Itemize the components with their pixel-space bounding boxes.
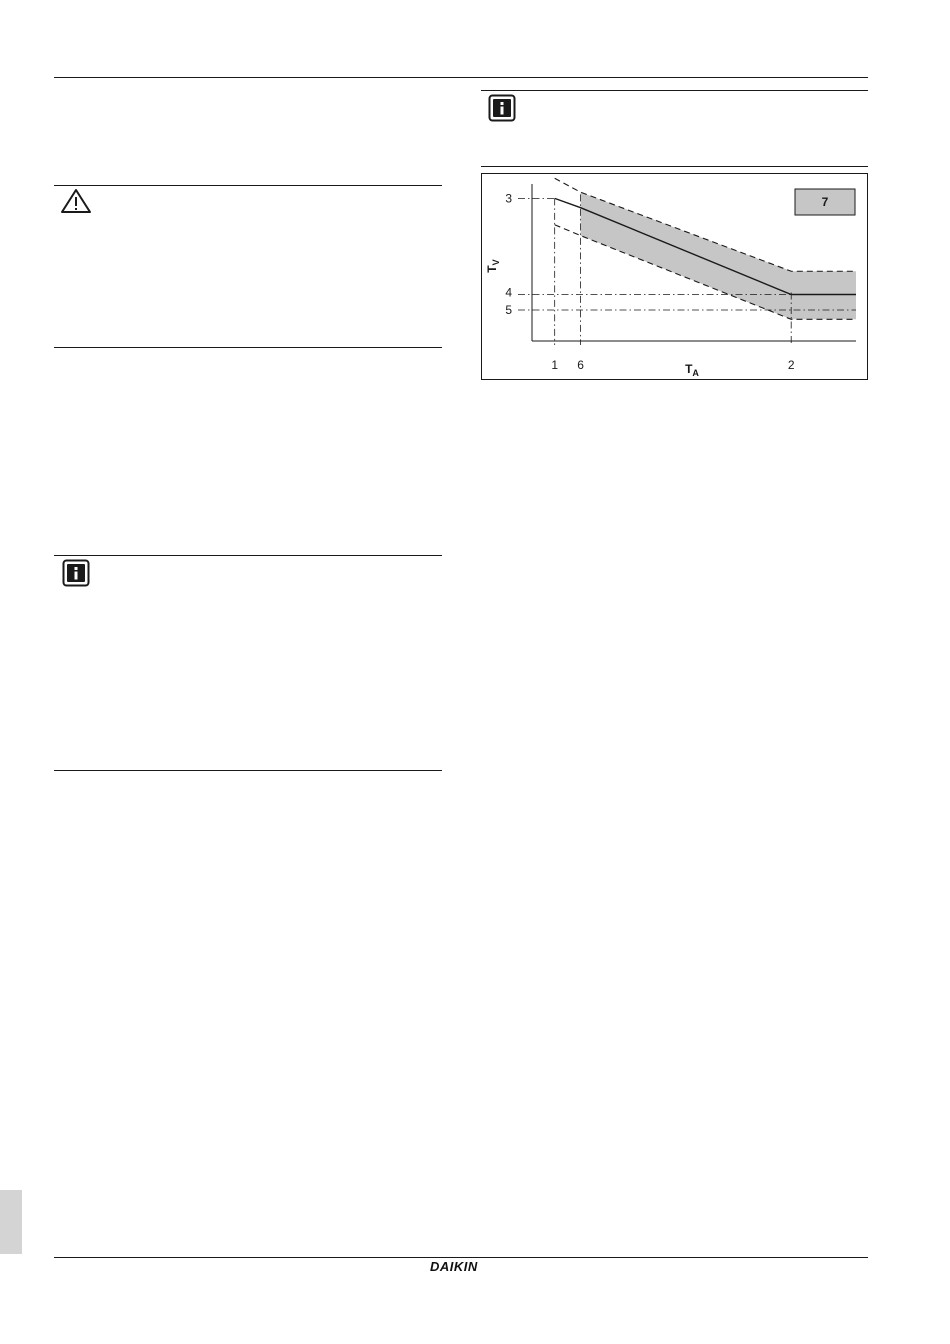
- callout-label: 7: [821, 195, 829, 209]
- y-axis-title: $T_V$: [485, 259, 501, 273]
- info-top-rule: [54, 555, 442, 556]
- right-info-bottom-rule: [481, 166, 868, 167]
- header-rule: [54, 77, 868, 78]
- y-tick-label: 4: [505, 285, 512, 300]
- footer-rule: [54, 1257, 868, 1258]
- x-tick-label: 1: [551, 358, 559, 372]
- y-tick-label: 5: [505, 303, 512, 317]
- info-bottom-rule: [54, 770, 442, 771]
- right-info-top-rule: [481, 90, 868, 91]
- side-tab: [0, 1190, 22, 1254]
- x-axis-title: $T_A$: [685, 362, 699, 378]
- chart-svg: [482, 174, 869, 381]
- warning-top-rule: [54, 185, 442, 186]
- y-tick-label: 3: [505, 191, 512, 206]
- warning-bottom-rule: [54, 347, 442, 348]
- x-tick-label: 2: [787, 358, 795, 372]
- warning-triangle-icon: [60, 188, 92, 214]
- info-icon: [62, 559, 90, 587]
- x-tick-label: 6: [577, 358, 584, 372]
- daikin-logo: DAIKIN: [430, 1259, 478, 1274]
- weather-dependent-curve-chart: [481, 173, 868, 380]
- info-icon: [488, 94, 516, 122]
